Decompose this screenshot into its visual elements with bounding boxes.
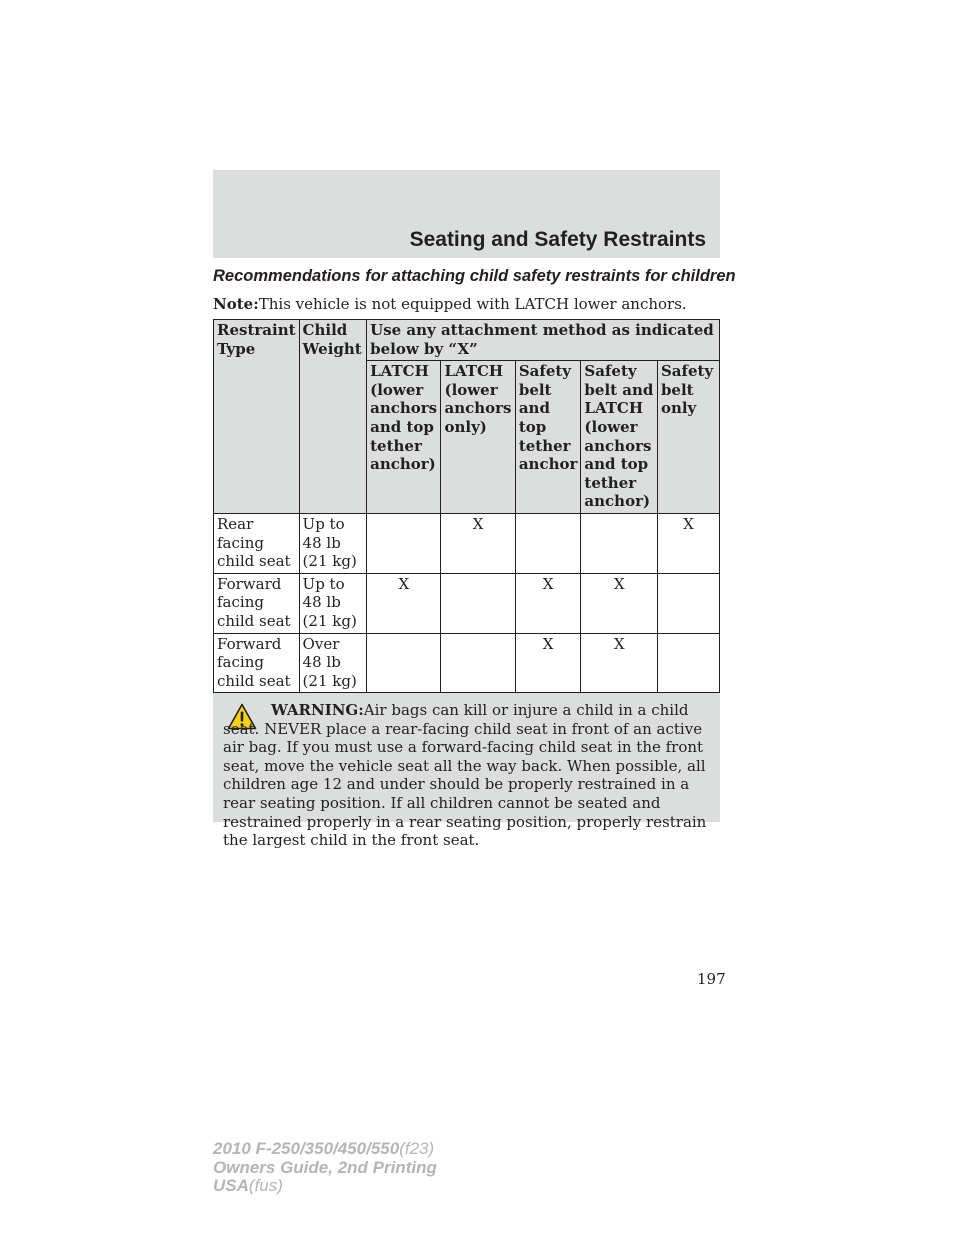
- note-label: Note:: [213, 295, 259, 313]
- cell-mark: [515, 513, 581, 573]
- cell-child-weight: Up to 48 lb (21 kg): [299, 573, 367, 633]
- warning-label: WARNING:: [271, 701, 364, 719]
- warning-text: [223, 701, 715, 850]
- warning-body: Air bags can kill or injure a child in a child seat. NEVER place a rear-facing child seat in front of an active air bag. If you must use a forward-facing child seat in the front seat, move the vehicle seat all the way back. When possible, all children age 12 and under should be properly restrained in a rear seating position. If all children cannot be seated and restrained properly in a rear seating position, properly restrain the largest child in the front seat.: [223, 701, 707, 850]
- footer-region: USA: [213, 1176, 249, 1195]
- note: [213, 295, 723, 313]
- footer-line-printing: Owners Guide, 2nd Printing: [213, 1157, 437, 1177]
- chapter-title: Seating and Safety Restraints: [409, 228, 706, 251]
- header-method-belt-latch: Safety belt and LATCH (lower anchors and top tether anchor): [581, 361, 658, 514]
- header-attachment-method: Use any attachment method as indicated below by “X”: [367, 320, 720, 361]
- cell-mark: [367, 513, 441, 573]
- header-method-belt-tether: Safety belt and top tether anchor: [515, 361, 581, 514]
- page-number: 197: [697, 970, 726, 988]
- table-row: [214, 633, 720, 693]
- cell-restraint-type: Rear facing child seat: [214, 513, 300, 573]
- footer-line-model: [213, 1140, 437, 1159]
- header-method-belt-only: Safety belt only: [657, 361, 719, 514]
- warning-box: [213, 693, 720, 850]
- cell-mark: X: [367, 573, 441, 633]
- child-restraint-table: [213, 319, 720, 693]
- cell-mark: [441, 633, 515, 693]
- header-method-latch-lower: LATCH (lower anchors only): [441, 361, 515, 514]
- header-method-latch-full: LATCH (lower anchors and top tether anchor): [367, 361, 441, 514]
- cell-restraint-type: Forward facing child seat: [214, 633, 300, 693]
- cell-mark: X: [515, 573, 581, 633]
- cell-restraint-type: Forward facing child seat: [214, 573, 300, 633]
- table-header-row: [214, 320, 720, 361]
- footer-model-code: (f23): [399, 1139, 435, 1158]
- cell-mark: [657, 573, 719, 633]
- section-title: Recommendations for attaching child safety restraints for children: [213, 267, 736, 285]
- cell-mark: [657, 633, 719, 693]
- header-restraint-type: Restraint Type: [214, 320, 300, 514]
- footer-region-code: (fus): [248, 1176, 283, 1195]
- footer-model: 2010 F-250/350/450/550: [213, 1139, 400, 1158]
- cell-mark: X: [515, 633, 581, 693]
- cell-mark: [441, 573, 515, 633]
- cell-mark: X: [581, 573, 658, 633]
- cell-child-weight: Over 48 lb (21 kg): [299, 633, 367, 693]
- table-row: [214, 513, 720, 573]
- footer-line-region: [213, 1177, 437, 1196]
- cell-mark: X: [441, 513, 515, 573]
- cell-mark: [367, 633, 441, 693]
- table-row: [214, 573, 720, 633]
- cell-mark: [581, 513, 658, 573]
- header-band: [213, 170, 720, 258]
- footer: [213, 1140, 437, 1196]
- note-text: This vehicle is not equipped with LATCH lower anchors.: [258, 295, 687, 313]
- cell-mark: X: [657, 513, 719, 573]
- cell-mark: X: [581, 633, 658, 693]
- cell-child-weight: Up to 48 lb (21 kg): [299, 513, 367, 573]
- header-child-weight: Child Weight: [299, 320, 367, 514]
